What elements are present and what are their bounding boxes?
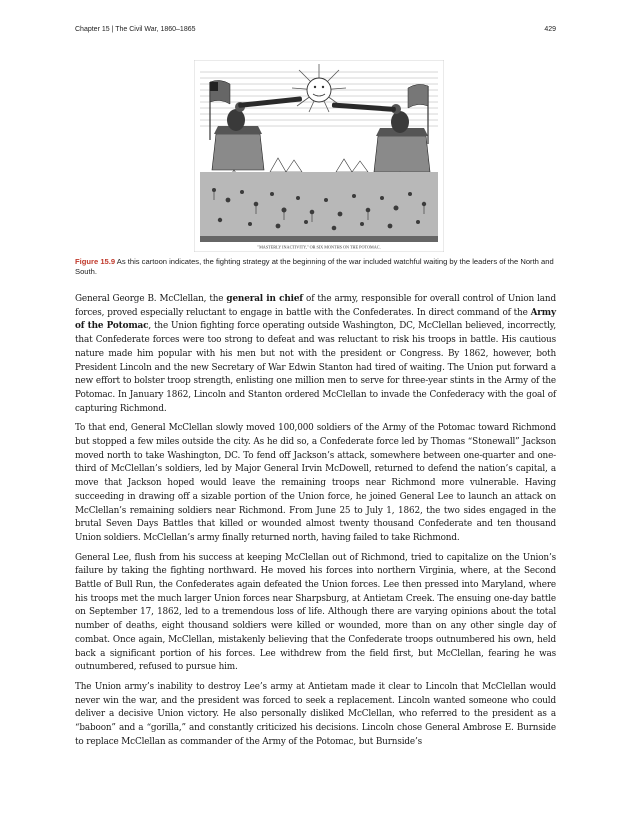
paragraph-2: To that end, General McClellan slowly moved 100,000 soldiers of the Army of the Potomac toward Richmond but stopped a few miles outside the city. As he did so, a Confederate force led by Thomas “Stonewall” Jackson moved north to take Washington, DC. To fend off Jackson’s attack, somewhere between one-quarter and one-third of McClellan’s soldiers, led by Major General Irvin McDowell, returned to defend the nation’s capital, a move that Jackson hoped would leave the remaining troops near Richmond more vulnerable. Having succeeding in drawing off a sizable portion of the Union force, he joined General Lee to launch an attack on McClellan’s remaining soldiers near Richmond. From June 25 to July 1, 1862, the two sides engaged in the brutal Seven Days Battles that killed or wounded almost twenty thousand Confederate and ten thousand Union soldiers. McClellan’s army finally returned north, having failed to take Richmond. <box>75 423 556 543</box>
paragraph-3: General Lee, flush from his success at keeping McClellan out of Richmond, tried to capitalize on the Union’s failure by taking the fighting northward. He moved his forces into northern Virginia, where, at the Second Battle of Bull Run, the Confederates again defeated the Union forces. Lee then pressed into Maryland, where his troops met the much larger Union forces near Sharpsburg, at Antietam Creek. The ensuing one-day battle on September 17, 1862, led to a tremendous loss of life. Although there are varying opinions about the total number of deaths, eight thousand soldiers were killed or wounded, more than on any other single day of combat. Once again, McClellan, mistakenly believing that the Confederate troops outnumbered his own, held back a significant portion of his forces. Lee withdrew from the field first, but McClellan, fearing he was outnumbered, refused to pursue him. <box>75 552 556 673</box>
paragraph-1: General George B. McClellan, the general in chief of the army, responsible for overall control of Union land forces, proved especially reluctant to engage in battle with the Confederates. In direct command of the Army of the Potomac, the Union fighting force operating outside Washington, DC, McClellan believed, incorrectly, that Confederate forces were too strong to defeat and was reluctant to risk his troops in battle. His cautious nature made him popular with his men but not with the president or Congress. By 1862, however, both President Lincoln and the new Secretary of War Edwin Stanton had tired of waiting. The Union put forward a new effort to bolster troop strength, enlisting one million men to serve for three-year stints in the Army of the Potomac. In January 1862, Lincoln and Stanton ordered McClellan to invade the Confederacy with the goal of capturing Richmond. <box>75 294 557 414</box>
figure-cartoon-image <box>194 60 444 252</box>
cartoon-title-text: "MASTERLY INACTIVITY," OR SIX MONTHS ON THE POTOMAC. <box>257 244 381 250</box>
key-term-general-in-chief: general in chief <box>226 294 303 304</box>
key-term-army-of-the-potomac: Army of the Potomac <box>75 307 556 332</box>
caption-text: As this cartoon indicates, the fighting strategy at the beginning of the war included watchful waiting by the leaders of the North and South. <box>75 257 554 277</box>
running-header-chapter: Chapter 15 | The Civil War, 1860–1865 <box>75 26 196 33</box>
figure-label: Figure 15.9 <box>75 257 116 266</box>
page-number: 429 <box>544 26 556 33</box>
body-text <box>75 293 556 756</box>
figure-caption <box>75 257 556 277</box>
paragraph-4: The Union army’s inability to destroy Lee’s army at Antietam made it clear to Lincoln that McClellan would never win the war, and the president was forced to seek a replacement. Lincoln wanted someone who could deliver a decisive Union victory. He also personally disliked McClellan, who referred to the president as a “baboon” and a “gorilla,” and constantly criticized his decisions. Lincoln chose General Ambrose E. Burnside to replace McClellan as commander of the Army of the Potomac, but Burnside’s <box>75 681 556 747</box>
